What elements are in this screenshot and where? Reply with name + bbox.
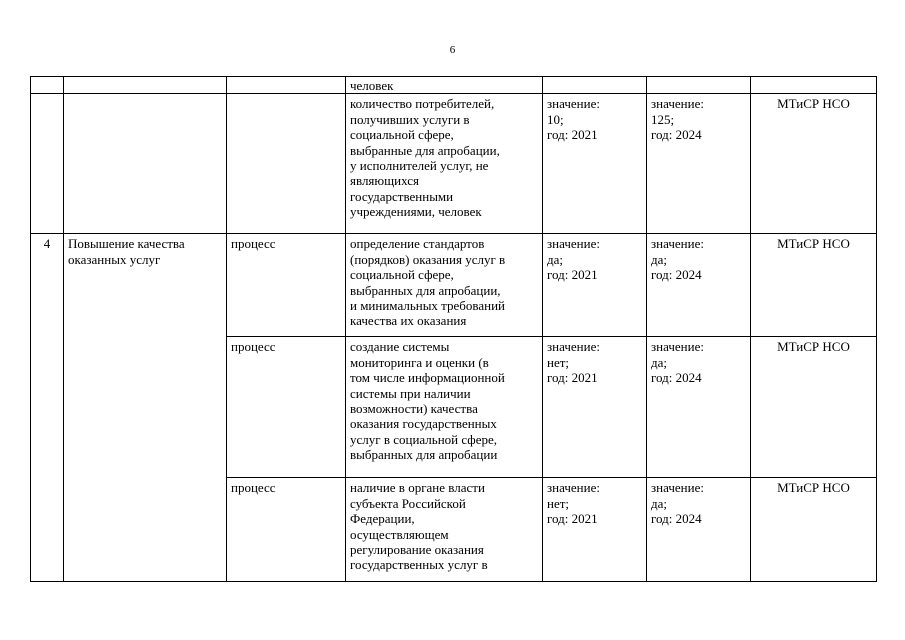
indicator-cell xyxy=(346,94,543,234)
type-cell: процесс xyxy=(227,478,346,582)
base-value-line: значение: xyxy=(547,480,600,496)
indicator-line: регулирование оказания xyxy=(350,542,484,558)
target-value-line: значение: xyxy=(651,480,704,496)
base-value-line: 10; xyxy=(547,111,564,127)
target-value-line: да; xyxy=(651,251,667,267)
executor-cell: МТиСР НСО xyxy=(751,478,877,582)
indicators-table xyxy=(30,76,877,582)
executor-cell: МТиСР НСО xyxy=(751,337,877,478)
indicator-line: создание системы xyxy=(350,339,450,355)
indicator-line: мониторинга и оценки (в xyxy=(350,354,489,370)
table-row xyxy=(31,234,877,337)
indicator-line: (порядков) оказания услуг в xyxy=(350,251,506,267)
indicator-line: Федерации, xyxy=(350,511,415,527)
target-value-cell xyxy=(647,94,751,234)
base-value-line: значение: xyxy=(547,96,600,112)
indicator-line: выбранные для апробации, xyxy=(350,142,500,158)
number-cell xyxy=(31,77,64,94)
base-value-line: год: 2021 xyxy=(547,127,598,143)
base-value-line: год: 2021 xyxy=(547,511,598,527)
target-value-line: значение: xyxy=(651,236,704,252)
indicator-line: оказания государственных xyxy=(350,416,497,432)
base-value-line: год: 2021 xyxy=(547,370,598,386)
indicator-line: выбранных для апробации xyxy=(350,447,498,463)
type-cell xyxy=(227,94,346,234)
executor-cell: МТиСР НСО xyxy=(751,234,877,337)
type-cell xyxy=(227,77,346,94)
target-value-line: год: 2024 xyxy=(651,267,702,283)
indicator-cell xyxy=(346,337,543,478)
executor-cell xyxy=(751,77,877,94)
task-cell xyxy=(64,77,227,94)
task-line: Повышение качества xyxy=(68,236,185,252)
base-value-line: значение: xyxy=(547,236,600,252)
base-value-cell xyxy=(543,234,647,337)
type-cell: процесс xyxy=(227,337,346,478)
indicator-cell xyxy=(346,478,543,582)
task-cell xyxy=(64,94,227,234)
base-value-cell xyxy=(543,94,647,234)
base-value-cell xyxy=(543,337,647,478)
indicator-line: учреждениями, человек xyxy=(350,204,482,220)
target-value-line: 125; xyxy=(651,111,675,127)
indicator-line: государственными xyxy=(350,188,454,204)
target-value-cell xyxy=(647,337,751,478)
target-value-cell xyxy=(647,478,751,582)
target-value-line: год: 2024 xyxy=(651,370,702,386)
indicator-line: услуг в социальной сфере, xyxy=(350,431,498,447)
target-value-cell xyxy=(647,234,751,337)
indicator-line: социальной сфере, xyxy=(350,127,454,143)
base-value-line: да; xyxy=(547,251,563,267)
table-row xyxy=(31,94,877,234)
base-value-cell xyxy=(543,478,647,582)
indicator-line: у исполнителей услуг, не xyxy=(350,158,489,174)
indicator-line: и минимальных требований xyxy=(350,298,506,314)
number-cell xyxy=(31,94,64,234)
base-value-line: год: 2021 xyxy=(547,267,598,283)
target-value-line: год: 2024 xyxy=(651,511,702,527)
indicator-line: качества их оказания xyxy=(350,313,467,329)
page-number: 6 xyxy=(449,44,456,56)
indicator-line: человек xyxy=(350,78,394,93)
indicator-line: государственных услуг в xyxy=(350,557,488,573)
target-value-cell xyxy=(647,77,751,94)
base-value-line: нет; xyxy=(547,354,570,370)
indicator-line: системы при наличии xyxy=(350,385,471,401)
indicator-line: определение стандартов xyxy=(350,236,485,252)
indicator-line: количество потребителей, xyxy=(350,96,495,112)
base-value-line: значение: xyxy=(547,339,600,355)
indicator-line: являющихся xyxy=(350,173,419,189)
base-value-line: нет; xyxy=(547,495,570,511)
target-value-line: да; xyxy=(651,495,667,511)
indicator-line: выбранных для апробации, xyxy=(350,282,501,298)
indicator-line: получивших услуги в xyxy=(350,111,470,127)
indicator-line: субъекта Российской xyxy=(350,495,466,511)
indicator-cell xyxy=(346,77,543,94)
base-value-cell xyxy=(543,77,647,94)
target-value-line: значение: xyxy=(651,96,704,112)
indicator-line: возможности) качества xyxy=(350,401,478,417)
indicator-line: социальной сфере, xyxy=(350,267,454,283)
indicator-line: том числе информационной xyxy=(350,370,505,386)
type-cell: процесс xyxy=(227,234,346,337)
indicator-line: наличие в органе власти xyxy=(350,480,485,496)
task-cell xyxy=(64,234,227,582)
target-value-line: значение: xyxy=(651,339,704,355)
task-line: оказанных услуг xyxy=(68,251,161,267)
indicator-line: осуществляющем xyxy=(350,526,449,542)
executor-cell: МТиСР НСО xyxy=(751,94,877,234)
indicator-cell xyxy=(346,234,543,337)
number-cell: 4 xyxy=(31,234,64,582)
table-row xyxy=(31,77,877,94)
target-value-line: год: 2024 xyxy=(651,127,702,143)
target-value-line: да; xyxy=(651,354,667,370)
